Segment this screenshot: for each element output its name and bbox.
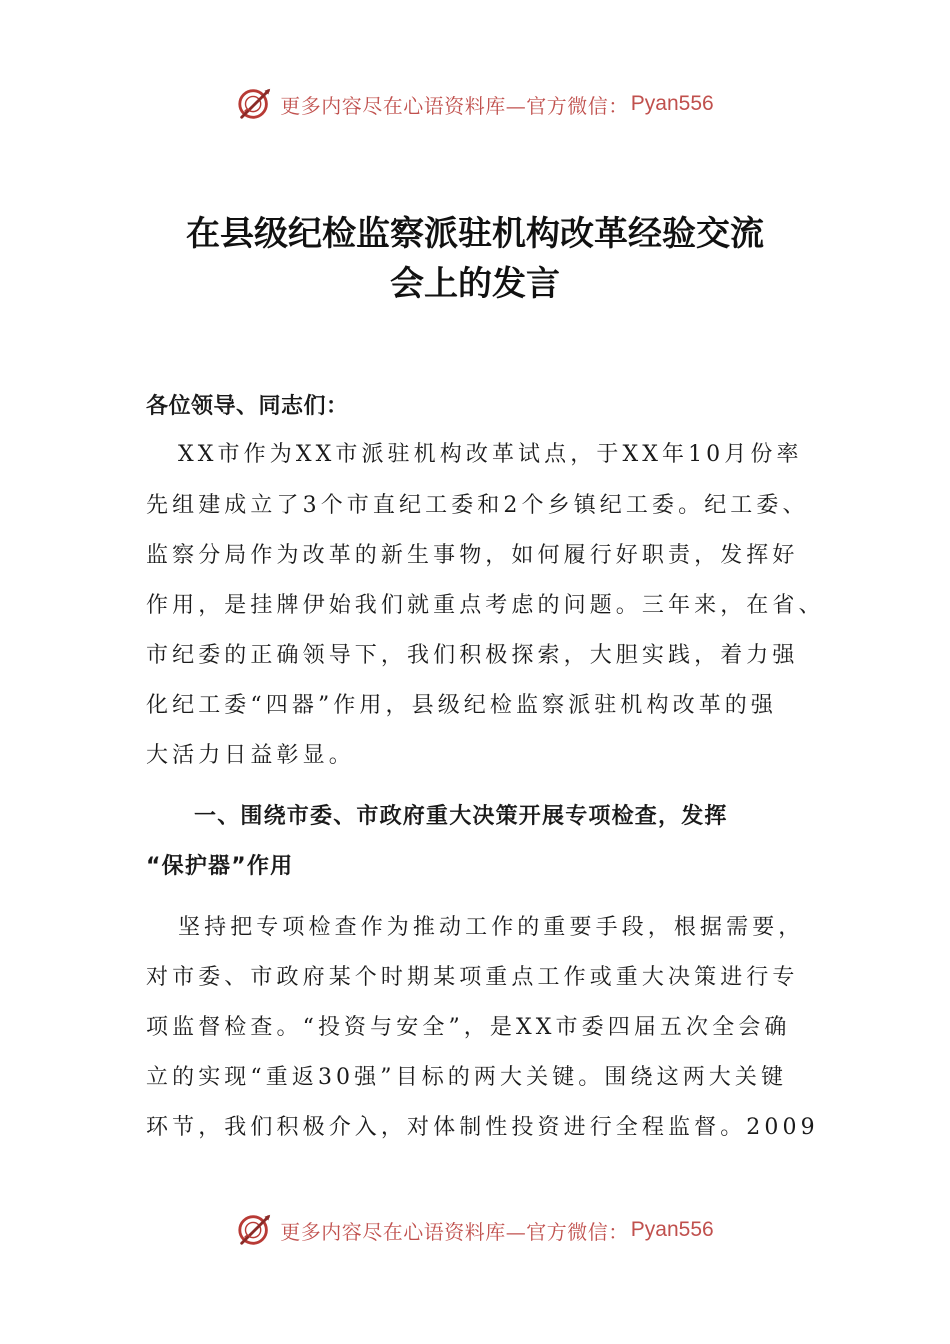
paragraph-1-line: 监察分局作为改革的新生事物，如何履行好职责，发挥好 [146,543,799,568]
paragraph-2-line: 立的实现“重返30强”目标的两大关键。围绕这两大关键 [146,1065,788,1090]
paragraph-1-line: 大活力日益彰显。 [146,743,355,768]
section-heading-1-line: 一、围绕市委、市政府重大决策开展专项检查，发挥 [194,804,728,829]
document-title-line-2: 会上的发言 [390,264,560,304]
header-watermark-banner [0,82,950,126]
paragraph-2-line: 对市委、市政府某个时期某项重点工作或重大决策进行专 [146,965,799,990]
banner-text: 更多内容尽在心语资料库—官方微信： [280,1219,629,1244]
paragraph-1-line: 作用，是挂牌伊始我们就重点考虑的问题。三年来，在省、 [146,593,825,618]
paragraph-1-line: 化纪工委“四器”作用，县级纪检监察派驻机构改革的强 [146,693,777,718]
paragraph-1-line: 先组建成立了3个市直纪工委和2个乡镇纪工委。纪工委、 [146,493,809,518]
banner-wechat-id: Pyan556 [630,1218,714,1241]
section-heading-1-line: “保护器”作用 [146,854,294,879]
paragraph-1-line: XX市作为XX市派驻机构改革试点，于XX年10月份率 [178,442,803,467]
paragraph-2-line: 环节，我们积极介入，对体制性投资进行全程监督。2009 [146,1115,819,1140]
greeting: 各位领导、同志们： [146,394,349,419]
banner-wechat-id: Pyan556 [630,92,714,115]
paragraph-2-line: 坚持把专项检查作为推动工作的重要手段，根据需要， [178,915,805,940]
paragraph-2-line: 项监督检查。“投资与安全”，是XX市委四届五次全会确 [146,1015,791,1040]
document-title-line-1: 在县级纪检监察派驻机构改革经验交流 [186,214,764,254]
footer-watermark-banner [0,1208,950,1252]
paragraph-1-line: 市纪委的正确领导下，我们积极探索，大胆实践，着力强 [146,643,799,668]
pen-logo-icon [236,1211,274,1249]
pen-logo-icon [236,85,274,123]
banner-text: 更多内容尽在心语资料库—官方微信： [280,93,629,118]
